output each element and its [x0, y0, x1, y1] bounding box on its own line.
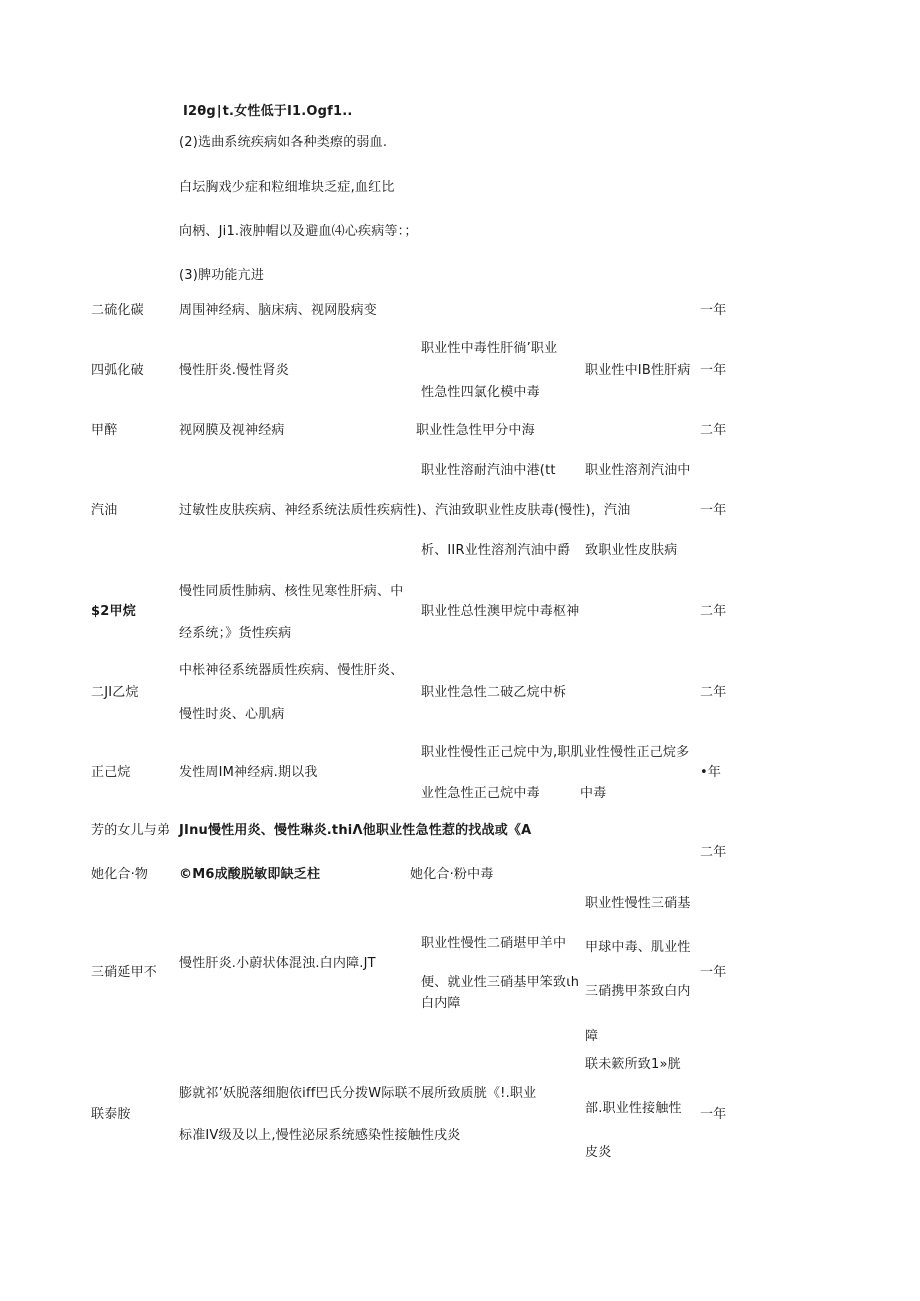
- substance-cell: 芳的女儿与弟: [91, 823, 171, 838]
- substance-cell: 联泰胺: [91, 1107, 131, 1122]
- disease-cell: 职业性慢性正己烷中为,职肌业性慢性正己烷多: [421, 745, 690, 760]
- disease-cell: 性急性四氯化模中毒: [421, 385, 540, 400]
- disease-cell: 她化合·粉中毒: [410, 867, 494, 882]
- substance-cell: 甲醉: [91, 423, 118, 438]
- intro-line-3: 白坛胸戏少症和粒细堆块乏症,血红比: [179, 180, 395, 195]
- contraindication-cell: JInu慢性用炎、慢性琳炎.thiΛ他职业性急性惹的找战或《A: [179, 823, 532, 838]
- disease-cell: 职业性溶耐汽油中港(tt: [421, 463, 556, 478]
- substance-cell: 正己烷: [91, 765, 131, 780]
- period-cell: •年: [700, 765, 722, 780]
- disease-cell: 业性急性正己烷中毒: [421, 786, 540, 801]
- contraindication-cell: 膨就祁’妖脱落细胞依iff巴氏分拨W际联不展所致质胱《!.职业: [179, 1086, 537, 1101]
- contraindication-cell: 慢性同质性肺病、核性见寒性肝病、中: [179, 584, 404, 599]
- period-cell: 一年: [700, 363, 727, 378]
- intro-line-1: I2θg∣t.女性低于I1.Ogf1..: [183, 104, 353, 119]
- period-cell: 二年: [700, 423, 727, 438]
- contraindication-cell: 发性周IM神经病.期以我: [179, 765, 318, 780]
- substance-cell: 她化合·物: [91, 867, 149, 882]
- disease-cell: 皮炎: [585, 1145, 612, 1160]
- contraindication-cell: 标准IV级及以上,慢性泌尿系统感染性接触性戌炎: [179, 1128, 461, 1143]
- contraindication-cell: 过敏性皮肤疾病、神经系统法质性疾病性)、汽油致职业性皮肤毒(慢性)，汽油: [179, 503, 631, 518]
- substance-cell: 四弧化破: [91, 363, 144, 378]
- contraindication-cell: 视网膜及视神经病: [179, 423, 285, 438]
- disease-cell: 职业性慢性三硝基: [585, 896, 691, 911]
- period-cell: 二年: [700, 845, 727, 860]
- intro-line-5: (3)脾功能亢进: [179, 268, 265, 283]
- intro-line-4: 向柄、Ji1.液肿帽以及避血⑷心疾病等：；: [179, 224, 418, 239]
- contraindication-cell: 慢性时炎、心肌病: [179, 707, 285, 722]
- substance-cell: 三硝延甲不: [91, 965, 158, 980]
- disease-cell: 职业性中IB性肝病: [585, 363, 691, 378]
- period-cell: 一年: [700, 965, 727, 980]
- contraindication-cell: 慢性肝炎.慢性肾炎: [179, 363, 289, 378]
- contraindication-cell: ©M6成酸脱敏即缺乏柱: [179, 867, 321, 882]
- disease-cell: 便、就业性三硝基甲笨致ιh: [421, 975, 580, 990]
- disease-cell: 中毒: [580, 786, 607, 801]
- contraindication-cell: 经系统；》货性疾病: [179, 626, 292, 641]
- disease-cell: 致职业性皮肤病: [585, 543, 678, 558]
- disease-cell: 职业性慢性二硝堪甲羊中: [421, 936, 567, 951]
- disease-cell: 职业性中毒性肝徜’职业: [421, 341, 558, 356]
- disease-cell: 职业性溶剂汽油中: [585, 463, 691, 478]
- contraindication-cell: 中枨神径系统器质性疾病、慢性肝炎、: [179, 663, 404, 678]
- disease-cell: 白内障: [421, 996, 461, 1011]
- period-cell: 二年: [700, 604, 727, 619]
- contraindication-cell: 周围神经病、脑床病、视网股病变: [179, 303, 378, 318]
- period-cell: 一年: [700, 1107, 727, 1122]
- contraindication-cell: 慢性肝炎.小蔚状体混浊.白内障.JT: [179, 956, 376, 971]
- disease-cell: 职业性急性甲分中海: [416, 423, 535, 438]
- substance-cell: 二硫化碳: [91, 303, 144, 318]
- substance-cell: 汽油: [91, 503, 118, 518]
- intro-line-2: (2)选曲系统疾病如各种类瘵的弱血.: [179, 135, 388, 150]
- period-cell: 二年: [700, 685, 727, 700]
- disease-cell: 甲球中毒、肌业性: [585, 940, 691, 955]
- disease-cell: 职业性总性澳甲烷中毒枢神: [421, 604, 580, 619]
- disease-cell: 析、IIR业性溶剂汽油中爵: [421, 543, 571, 558]
- disease-cell: 部.职业性接触性: [585, 1101, 682, 1116]
- period-cell: 一年: [700, 503, 727, 518]
- disease-cell: 障: [585, 1029, 599, 1044]
- substance-cell: 二JI乙烷: [91, 685, 139, 700]
- disease-cell: 职业性急性二破乙烷中柝: [421, 685, 567, 700]
- disease-cell: 三硝携甲茶致白内: [585, 984, 691, 999]
- disease-cell: 联未簌所致1»胱: [585, 1057, 681, 1072]
- substance-cell: $2甲烷: [91, 604, 136, 619]
- period-cell: 一年: [700, 303, 727, 318]
